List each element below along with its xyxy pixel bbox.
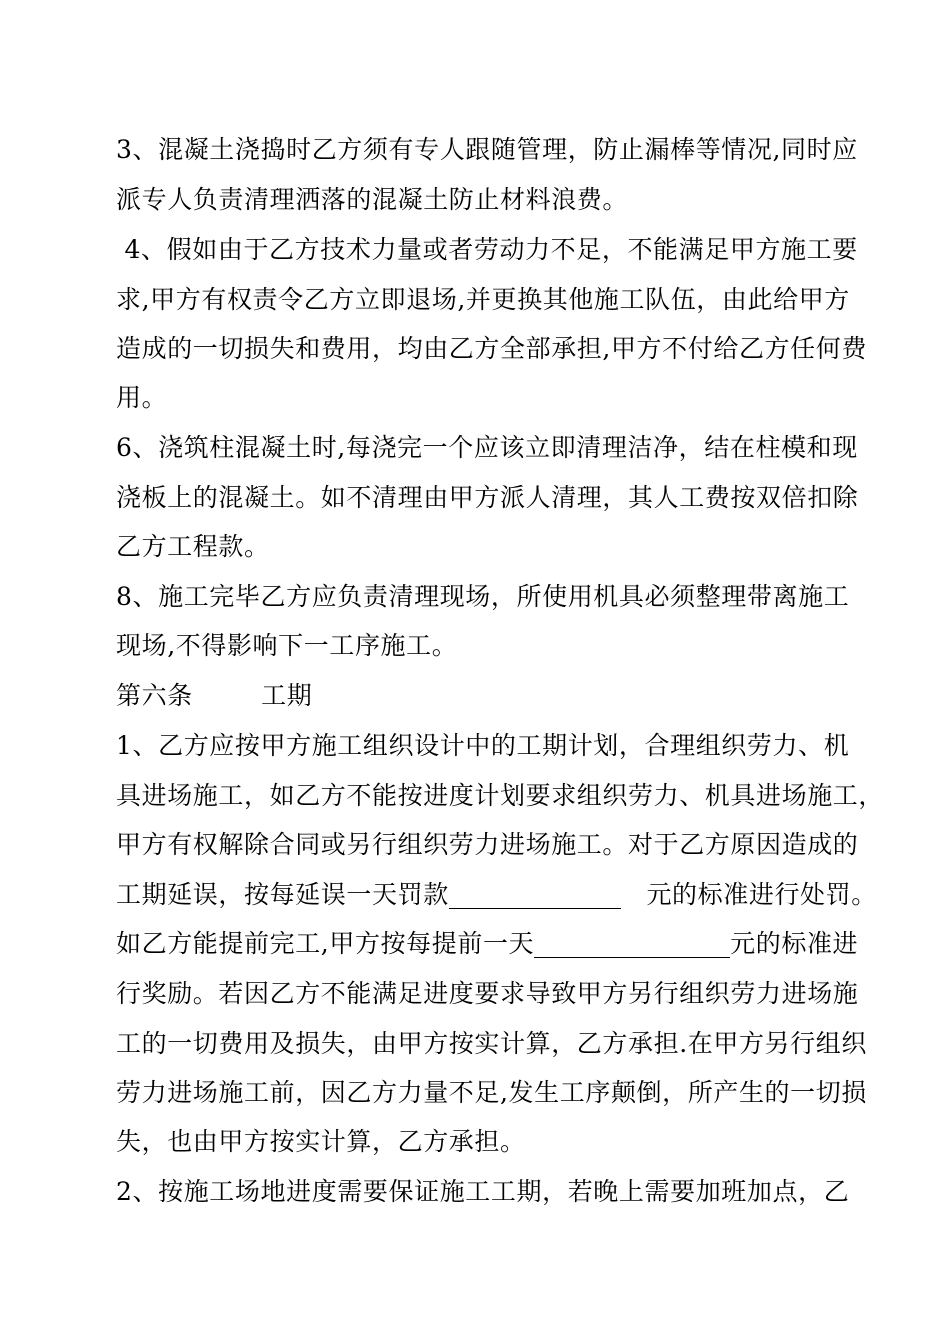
clause-line: 行奖励。若因乙方不能满足进度要求导致甲方另行组织劳力进场施 bbox=[116, 979, 859, 1008]
clause-line: 甲方有权解除合同或另行组织劳力进场施工。对于乙方原因造成的 bbox=[116, 830, 859, 859]
reward-text-after: 元的标准进 bbox=[730, 929, 859, 958]
clause-line: 8、施工完毕乙方应负责清理现场，所使用机具必须整理带离施工 bbox=[116, 582, 850, 611]
clause-line: 具进场施工，如乙方不能按进度计划要求组织劳力、机具进场施工， bbox=[116, 781, 885, 810]
penalty-line bbox=[116, 870, 877, 920]
clause-line: 4、假如由于乙方技术力量或者劳动力不足，不能满足甲方施工要 bbox=[116, 235, 858, 264]
clause-line: 造成的一切损失和费用，均由乙方全部承担,甲方不付给乙方任何费 bbox=[116, 334, 867, 363]
clause-line: 求,甲方有权责令乙方立即退场,并更换其他施工队伍，由此给甲方 bbox=[116, 285, 850, 314]
clause-line: 失，也由甲方按实计算，乙方承担。 bbox=[116, 1127, 526, 1156]
clause-line: 劳力进场施工前，因乙方力量不足,发生工序颠倒，所产生的一切损 bbox=[116, 1078, 867, 1107]
reward-amount-blank[interactable] bbox=[534, 927, 730, 958]
reward-text-before: 如乙方能提前完工,甲方按每提前一天 bbox=[116, 929, 535, 958]
clause-line: 工的一切费用及损失，由甲方按实计算，乙方承担.在甲方另行组织 bbox=[116, 1029, 867, 1058]
clause-line: 2、按施工场地进度需要保证施工工期，若晚上需要加班加点，乙 bbox=[116, 1177, 850, 1206]
penalty-text-after: 元的标准进行处罚。 bbox=[620, 880, 877, 909]
clause-line: 浇板上的混凝土。如不清理由甲方派人清理，其人工费按双倍扣除 bbox=[116, 483, 859, 512]
penalty-amount-blank[interactable] bbox=[449, 878, 621, 909]
penalty-text-before: 工期延误，按每延误一天罚款 bbox=[116, 880, 449, 909]
clause-line: 乙方工程款。 bbox=[116, 532, 270, 561]
clause-line: 6、浇筑柱混凝土时,每浇完一个应该立即清理洁净，结在柱模和现 bbox=[116, 433, 858, 462]
clause-line: 现场,不得影响下一工序施工。 bbox=[116, 631, 458, 660]
reward-line bbox=[116, 919, 858, 969]
clause-line: 派专人负责清理洒落的混凝土防止材料浪费。 bbox=[116, 185, 629, 214]
clause-line: 用。 bbox=[116, 383, 168, 412]
section-heading: 第六条 工期 bbox=[116, 681, 313, 710]
clause-line: 1、乙方应按甲方施工组织设计中的工期计划，合理组织劳力、机 bbox=[116, 731, 850, 760]
clause-line: 3、混凝土浇捣时乙方须有专人跟随管理，防止漏棒等情况,同时应 bbox=[116, 135, 858, 164]
